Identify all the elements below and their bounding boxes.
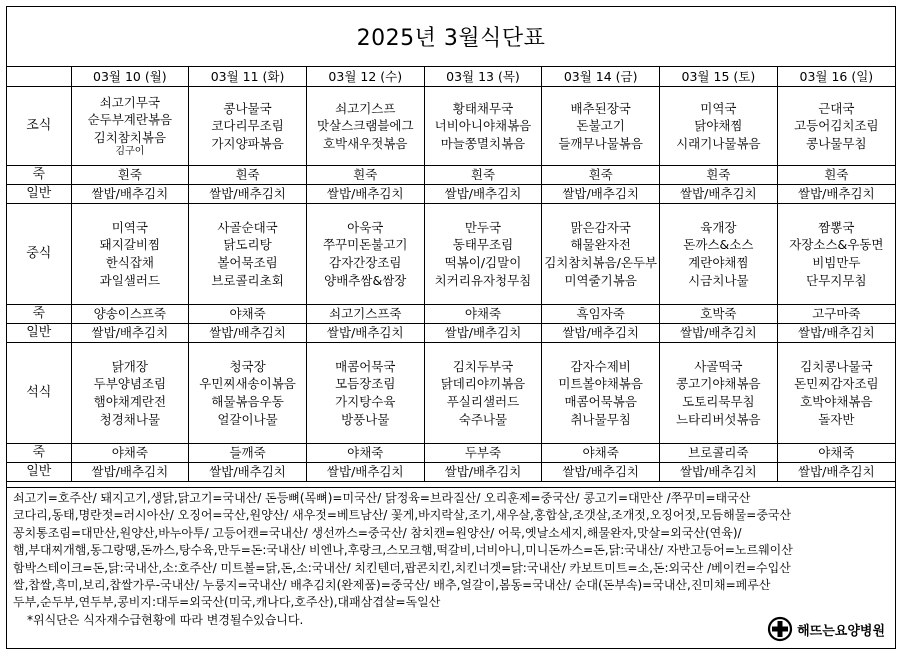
menu-cell: 고구마죽 — [777, 305, 895, 324]
menu-cell: 쌀밥/배추김치 — [306, 463, 424, 482]
menu-item: 너비아니야채볶음 — [434, 118, 532, 134]
menu-cell — [189, 87, 307, 166]
menu-item: 닭야채찜 — [694, 118, 743, 134]
menu-item: 맛살스크램블에그 — [316, 118, 414, 134]
menu-item: 김치콩나물국 — [800, 358, 873, 374]
day-header: 03월 14 (금) — [542, 67, 660, 87]
menu-item: 얼갈이나물 — [217, 411, 278, 427]
day-header: 03월 13 (목) — [424, 67, 542, 87]
menu-item: 맑은감자국 — [570, 219, 631, 235]
menu-cell: 쌀밥/배추김치 — [660, 463, 778, 482]
page-title: 2025년 3월식단표 — [7, 7, 895, 67]
menu-cell — [71, 87, 189, 166]
meal-label: 석식 — [7, 343, 71, 444]
menu-item: 호박새우젓볶음 — [322, 135, 408, 151]
menu-cell: 쌀밥/배추김치 — [189, 324, 307, 343]
menu-item: 돈민찌감자조림 — [794, 376, 879, 392]
menu-cell — [660, 204, 778, 305]
origin-line: 쇠고기=호주산/ 돼지고기,생닭,닭고기=국내산/ 돈등뼈(목뼈)=미국산/ 닭정육=브라질산/ 오리훈제=중국산/ 콩고기=대만산 /쭈꾸미=태국산 — [13, 491, 751, 505]
menu-cell: 두부죽 — [424, 444, 542, 463]
menu-cell: 쌀밥/배추김치 — [777, 324, 895, 343]
menu-cell: 쌀밥/배추김치 — [71, 185, 189, 204]
menu-cell: 양송이스프죽 — [71, 305, 189, 324]
menu-item: 콩나물국 — [223, 100, 272, 116]
menu-cell — [424, 343, 542, 444]
menu-item: 도토리묵무침 — [682, 394, 755, 409]
lunch-row — [7, 204, 895, 305]
menu-item: 배추된장국 — [570, 100, 631, 116]
origin-line: 꽁치통조림=대만산,원양산,바누아투/ 고등어캔=국내산/ 생선까스=중국산/ 참치캔=원양산/ 어묵,옛날소세지,해물완자,맛살=외국산(연육)/ — [13, 525, 742, 540]
menu-item: 쇠고기무국 — [99, 94, 161, 110]
menu-item: 동태무조림 — [452, 237, 514, 253]
menu-cell: 흰죽 — [777, 166, 895, 185]
day-header: 03월 16 (일) — [777, 67, 895, 87]
day-header: 03월 11 (화) — [189, 67, 307, 87]
menu-item: 비빔만두 — [812, 255, 861, 270]
menu-item: 해물완자전 — [570, 237, 631, 253]
menu-cell — [189, 343, 307, 444]
hospital-logo-text: 해뜨는요양병원 — [797, 623, 885, 639]
menu-item: 사골순대국 — [217, 219, 278, 235]
menu-cell: 흰죽 — [189, 166, 307, 185]
menu-item: 푸실리샐러드 — [446, 394, 520, 409]
menu-item: 미역줄기볶음 — [564, 272, 637, 288]
menu-item: 짬뽕국 — [818, 219, 855, 235]
menu-item: 햄야채계란전 — [93, 394, 167, 409]
meal-label: 조식 — [7, 87, 71, 166]
menu-cell: 쌀밥/배추김치 — [71, 463, 189, 482]
menu-item: 브로콜리초회 — [211, 272, 284, 288]
menu-cell: 쌀밥/배추김치 — [660, 185, 778, 204]
menu-item: 느타리버섯볶음 — [676, 411, 761, 427]
menu-item: 돈불고기 — [576, 118, 625, 134]
menu-item: 해물볶음우동 — [211, 394, 284, 409]
menu-cell: 쌀밥/배추김치 — [424, 463, 542, 482]
menu-cell — [306, 87, 424, 166]
menu-cell: 쌀밥/배추김치 — [660, 324, 778, 343]
menu-item: 황태채무국 — [452, 100, 514, 116]
menu-item: 돌자반 — [818, 411, 855, 427]
menu-item: 고등어김치조림 — [794, 118, 879, 134]
menu-item: 돼지갈비찜 — [99, 237, 161, 253]
dinner_regular-row — [7, 463, 895, 482]
menu-item: 콩고기야채볶음 — [676, 376, 761, 392]
menu-item: 가지탕수육 — [335, 394, 396, 409]
menu-cell — [542, 204, 660, 305]
menu-item: 시금치나물 — [688, 272, 749, 288]
day-header: 03월 12 (수) — [306, 67, 424, 87]
menu-sheet — [6, 6, 896, 649]
menu-item: 순두부계란볶음 — [87, 112, 173, 128]
menu-cell: 쌀밥/배추김치 — [424, 324, 542, 343]
meal-label: 일반 — [7, 185, 71, 204]
menu-cell — [777, 87, 895, 166]
menu-cell — [424, 204, 542, 305]
menu-cell — [777, 204, 895, 305]
breakfast-row — [7, 87, 895, 166]
origin-line: 쌀,찹쌀,흑미,보리,찹쌀가루-국내산/ 누룽지=국내산/ 배추김치(완제품)=중국산/ 배추,얼갈이,봄동=국내산/ 순대(돈부속)=국내산,진미채=페루산 — [13, 578, 771, 593]
menu-cell: 야채죽 — [71, 444, 189, 463]
menu-item: 청국장 — [229, 358, 266, 374]
menu-note: 김구이 — [115, 146, 145, 158]
menu-cell: 흰죽 — [424, 166, 542, 185]
menu-item: 코다리무조림 — [211, 118, 284, 134]
menu-item: 콩나물무침 — [806, 135, 867, 151]
corner-cell — [7, 67, 71, 87]
hospital-logo-icon — [767, 616, 793, 642]
breakfast_regular-row — [7, 185, 895, 204]
menu-item: 감자수제비 — [570, 358, 631, 374]
menu-cell: 쌀밥/배추김치 — [306, 185, 424, 204]
menu-cell: 쌀밥/배추김치 — [542, 185, 660, 204]
menu-cell: 쌀밥/배추김치 — [71, 324, 189, 343]
menu-cell — [660, 343, 778, 444]
menu-item: 매콤어묵국 — [335, 358, 396, 374]
menu-item: 방풍나물 — [341, 411, 390, 427]
menu-item: 사골떡국 — [694, 358, 743, 374]
menu-item: 청경채나물 — [99, 411, 161, 427]
menu-item: 미역국 — [111, 219, 148, 235]
menu-item: 우민찌새송이볶음 — [199, 376, 296, 392]
meal-label: 죽 — [7, 305, 71, 324]
menu-cell: 흑임자죽 — [542, 305, 660, 324]
menu-item: 양배추쌈&쌈장 — [324, 272, 407, 288]
menu-item: 떡볶이/김말이 — [444, 255, 522, 270]
menu-cell: 브로콜리죽 — [660, 444, 778, 463]
origin-line: 두부,순두부,연두부,콩비지:대두=외국산(미국,캐나다,호주산),대패삼겹살=독일산 — [13, 595, 441, 610]
menu-cell — [306, 343, 424, 444]
menu-item: 치커리유자청무침 — [434, 272, 532, 288]
meal-label: 중식 — [7, 204, 71, 305]
day-header: 03월 10 (월) — [71, 67, 189, 87]
menu-item: 마늘쫑멸치볶음 — [440, 135, 526, 151]
day-header: 03월 15 (토) — [660, 67, 778, 87]
menu-item: 미트볼야채볶음 — [558, 376, 643, 392]
menu-item: 근대국 — [818, 100, 855, 116]
menu-cell: 쌀밥/배추김치 — [424, 185, 542, 204]
meal-label: 일반 — [7, 324, 71, 343]
menu-item: 미역국 — [700, 100, 737, 116]
menu-cell — [71, 343, 189, 444]
menu-item: 김치참치볶음/온두부 — [544, 255, 658, 270]
menu-item: 쭈꾸미돈불고기 — [322, 237, 408, 253]
menu-cell: 쌀밥/배추김치 — [542, 463, 660, 482]
menu-item: 들깨무나물볶음 — [558, 135, 643, 151]
menu-cell: 쌀밥/배추김치 — [189, 185, 307, 204]
menu-cell: 흰죽 — [71, 166, 189, 185]
menu-cell: 쌀밥/배추김치 — [777, 463, 895, 482]
menu-cell: 쇠고기스프죽 — [306, 305, 424, 324]
menu-item: 시래기나물볶음 — [676, 135, 761, 151]
origin-info — [7, 487, 895, 650]
dinner_porridge-row — [7, 444, 895, 463]
menu-item: 김치참치볶음 — [93, 129, 167, 145]
breakfast_porridge-row — [7, 166, 895, 185]
menu-item: 계란야채찜 — [688, 255, 749, 270]
menu-cell — [71, 204, 189, 305]
menu-cell — [542, 87, 660, 166]
menu-cell: 쌀밥/배추김치 — [542, 324, 660, 343]
menu-item: 아욱국 — [347, 219, 384, 235]
menu-cell: 야채죽 — [542, 444, 660, 463]
menu-item: 만두국 — [464, 219, 502, 235]
meal-label: 죽 — [7, 444, 71, 463]
menu-item: 김치두부국 — [452, 358, 514, 374]
menu-cell: 흰죽 — [306, 166, 424, 185]
menu-item: 돈까스&소스 — [683, 237, 754, 253]
menu-item: 모듬장조림 — [335, 376, 396, 392]
menu-cell: 쌀밥/배추김치 — [306, 324, 424, 343]
footnote: *위식단은 식자재수급현황에 따라 변경될수있습니다. — [27, 612, 304, 627]
menu-item: 닭개장 — [111, 358, 148, 374]
day-header-row — [7, 67, 895, 87]
menu-item: 취나물무침 — [570, 411, 631, 427]
menu-cell: 쌀밥/배추김치 — [189, 463, 307, 482]
meal-label: 죽 — [7, 166, 71, 185]
menu-item: 단무지무침 — [806, 272, 867, 288]
menu-table — [7, 67, 895, 482]
menu-cell — [777, 343, 895, 444]
menu-cell: 호박죽 — [660, 305, 778, 324]
menu-item: 한식잡채 — [105, 255, 154, 270]
menu-cell: 야채죽 — [306, 444, 424, 463]
menu-cell: 야채죽 — [424, 305, 542, 324]
menu-item: 감자간장조림 — [329, 255, 402, 270]
origin-line: 함박스테이크=돈,닭:국내산,소:호주산/ 미트볼=닭,돈,소:국내산/ 치킨텐더,팝콘치킨,치킨너겟=닭:국내산/ 카보트미트=소,돈:외국산 /베이컨=수입산 — [13, 560, 791, 575]
menu-item: 닭데리야끼볶음 — [440, 376, 526, 392]
menu-item: 닭도리탕 — [223, 237, 272, 253]
menu-cell — [660, 87, 778, 166]
menu-item: 육개장 — [700, 219, 737, 235]
menu-item: 호박야채볶음 — [800, 394, 873, 409]
menu-cell — [424, 87, 542, 166]
menu-item: 자장소스&우동면 — [789, 237, 884, 253]
menu-cell — [189, 204, 307, 305]
menu-item: 두부양념조림 — [93, 376, 167, 392]
menu-cell: 야채죽 — [777, 444, 895, 463]
menu-cell: 들깨죽 — [189, 444, 307, 463]
lunch_regular-row — [7, 324, 895, 343]
menu-item: 매콤어묵볶음 — [564, 394, 637, 409]
menu-cell: 흰죽 — [542, 166, 660, 185]
lunch_porridge-row — [7, 305, 895, 324]
dinner-row — [7, 343, 895, 444]
menu-cell: 쌀밥/배추김치 — [777, 185, 895, 204]
menu-cell: 야채죽 — [189, 305, 307, 324]
menu-item: 볼어묵조림 — [217, 255, 278, 270]
hospital-logo — [767, 616, 885, 642]
menu-item: 쇠고기스프 — [335, 100, 396, 116]
menu-item: 가지양파볶음 — [211, 135, 284, 151]
menu-cell: 흰죽 — [660, 166, 778, 185]
menu-cell — [542, 343, 660, 444]
meal-label: 일반 — [7, 463, 71, 482]
menu-item: 숙주나물 — [458, 411, 508, 427]
menu-cell — [306, 204, 424, 305]
menu-item: 과일샐러드 — [99, 272, 161, 288]
origin-line: 햄,부대찌개햄,동그랑땡,돈까스,탕수육,만두=돈:국내산/ 비엔나,후랑크,스모크햄,떡갈비,너비아니,미니돈까스=돈,닭:국내산/ 자반고등어=노르웨이산 — [13, 543, 793, 558]
origin-line: 코다리,동태,명란젓=러시아산/ 오징어=국산,원양산/ 새우젓=베트남산/ 꽃게,바지락살,조기,새우살,홍합살,조갯살,조개젓,오징어젓,모듬해물=중국산 — [13, 508, 792, 523]
